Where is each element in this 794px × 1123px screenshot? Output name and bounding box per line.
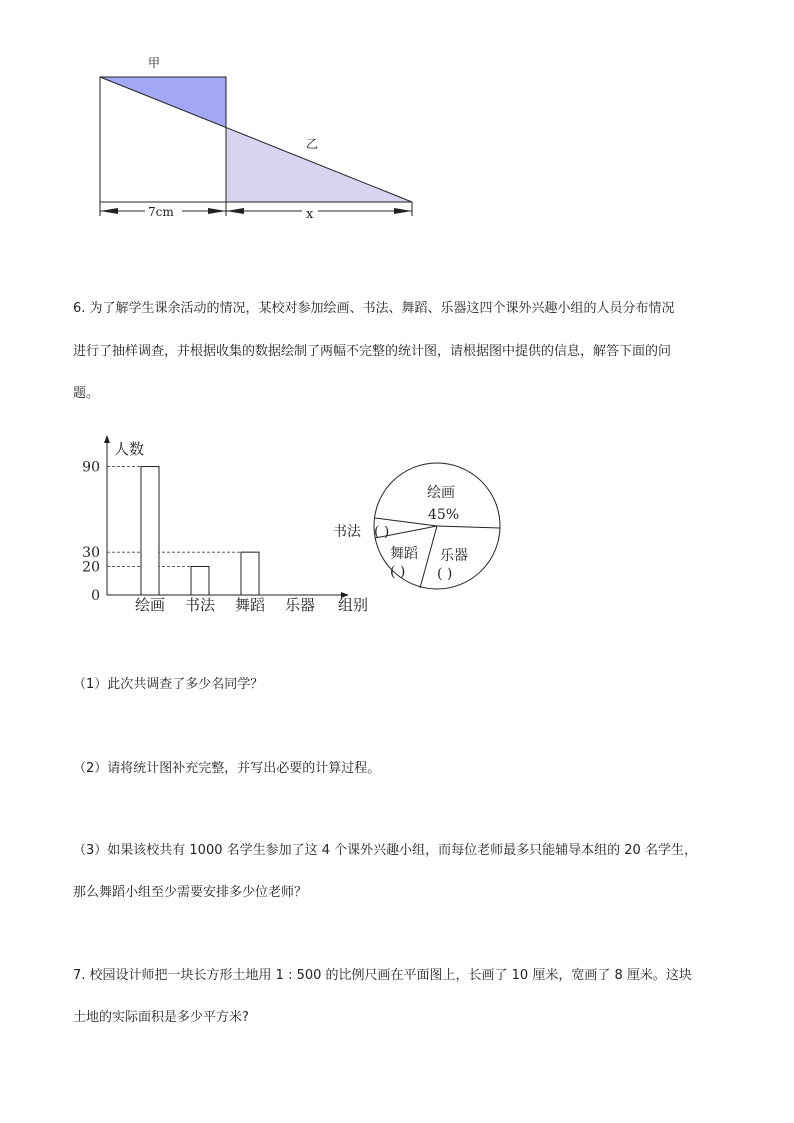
x-axis-label: 组别 — [338, 596, 369, 614]
bar — [191, 566, 209, 595]
sub-question-1: （1）此次共调查了多少名同学？ — [73, 677, 264, 692]
pie-value-yueqi: ( ) — [437, 566, 453, 582]
y-tick-label: 20 — [82, 559, 100, 576]
question6-line1: 6. 为了解学生课余活动的情况，某校对参加绘画、书法、舞蹈、乐器这四个课外兴趣小组的人员分布情况 — [73, 301, 675, 316]
statistics-charts — [0, 430, 794, 630]
geometry-figure — [0, 0, 794, 240]
pie-value-shufa: ( ) — [374, 524, 390, 540]
question6-line2: 进行了抽样调查，并根据收集的数据绘制了两幅不完整的统计图，请根据图中提供的信息，解答下面的问 — [73, 344, 672, 359]
question6-line3: 题。 — [73, 386, 100, 401]
label-yi: 乙 — [306, 137, 319, 151]
pie-divider-1 — [437, 526, 500, 528]
label-x: x — [306, 207, 314, 222]
pie-label-yueqi: 乐器 — [440, 548, 468, 564]
question7-line2: 土地的实际面积是多少平方米? — [73, 1010, 249, 1025]
y-axis-arrow — [104, 435, 110, 443]
bar — [141, 467, 159, 595]
pie-value-wudao: ( ) — [390, 564, 406, 580]
label-jia: 甲 — [148, 56, 161, 70]
y-tick-label: 30 — [82, 545, 100, 562]
x-tick-label: 舞蹈 — [234, 596, 266, 614]
x-tick-label: 乐器 — [284, 596, 316, 614]
bar — [241, 552, 259, 595]
sub-question-2: （2）请将统计图补充完整，并写出必要的计算过程。 — [73, 761, 381, 776]
question7-line1: 7. 校园设计师把一块长方形土地用 1 : 500 的比例尺画在平面图上，长画了 10 厘米，宽画了 8 厘米。这块 — [73, 968, 692, 983]
x-tick-label: 绘画 — [134, 596, 166, 614]
y-tick-label: 0 — [91, 588, 100, 604]
sub-question-3-line2: 那么舞蹈小组至少需要安排多少位老师？ — [73, 885, 308, 900]
sub-question-3-line1: （3）如果该校共有 1000 名学生参加了这 4 个课外兴趣小组，而每位老师最多只能辅导本组的 20 名学生， — [73, 843, 697, 858]
pie-label-huihua: 绘画 — [427, 485, 455, 501]
pie-value-huihua: 45% — [428, 507, 460, 523]
x-tick-label: 书法 — [184, 596, 216, 614]
label-7cm: 7cm — [148, 205, 174, 219]
pie-label-shufa: 书法 — [333, 524, 361, 540]
pie-divider-4 — [420, 526, 437, 588]
y-tick-label: 90 — [82, 459, 100, 476]
y-axis-label: 人数 — [114, 440, 145, 458]
pie-label-wudao: 舞蹈 — [390, 546, 418, 562]
